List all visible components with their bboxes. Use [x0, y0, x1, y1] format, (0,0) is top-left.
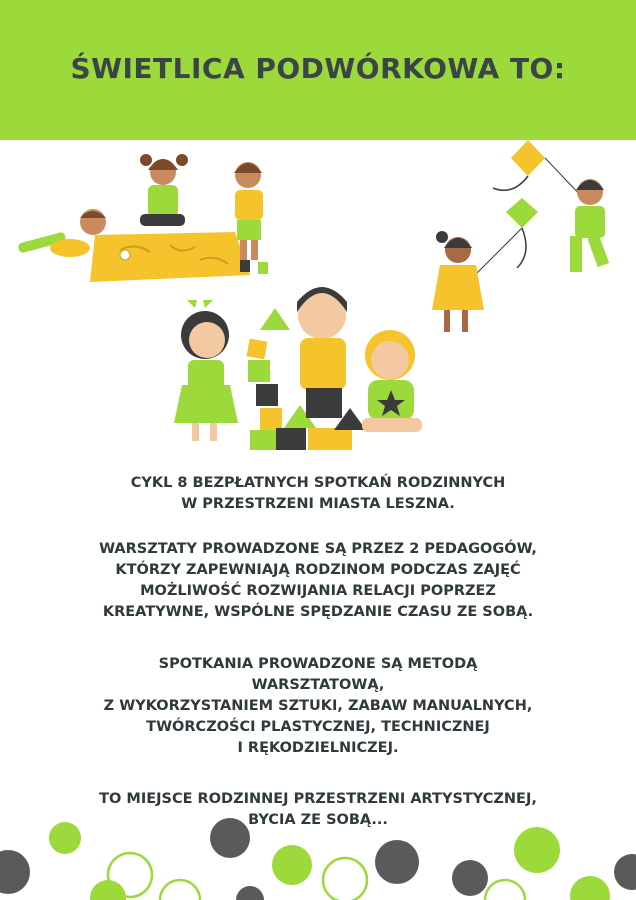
text-line: KREATYWNE, WSPÓLNE SPĘDZANIE CZASU ZE SOBĄ.: [102, 604, 534, 620]
text-line: W PRZESTRZENI MIASTA LESZNA.: [181, 496, 455, 512]
text-line: SPOTKANIA PROWADZONE SĄ METODĄ: [158, 656, 478, 672]
text-line: CYKL 8 BEZPŁATNYCH SPOTKAŃ RODZINNYCH: [130, 475, 506, 491]
text-line: WARSZTATOWĄ,: [251, 677, 385, 693]
children-illustration: [0, 140, 636, 460]
drawing-children-icon: [17, 154, 268, 282]
text-line: I RĘKODZIELNICZEJ.: [237, 740, 399, 756]
block-building-children-icon: [174, 287, 422, 450]
text-line: TO MIEJSCE RODZINNEJ PRZESTRZENI ARTYSTYCZNEJ,: [99, 791, 537, 807]
text-line: BYCIA ZE SOBĄ...: [248, 812, 388, 828]
paragraph-workshops: [40, 539, 596, 623]
page-title: ŚWIETLICA PODWÓRKOWA TO:: [70, 52, 566, 85]
text-line: MOŻLIWOŚĆ ROZWIJANIA RELACJI POPRZEZ: [140, 583, 496, 599]
decorative-dots: [0, 800, 636, 900]
kite-children-icon: [432, 140, 609, 332]
text-line: Z WYKORZYSTANIEM SZTUKI, ZABAW MANUALNYCH,: [103, 698, 533, 714]
text-line: KTÓRZY ZAPEWNIAJĄ RODZINOM PODCZAS ZAJĘĆ: [115, 562, 521, 578]
text-line: TWÓRCZOŚCI PLASTYCZNEJ, TECHNICZNEJ: [146, 719, 490, 735]
paragraph-method: [40, 654, 596, 759]
paragraph-intro: [40, 473, 596, 515]
text-line: WARSZTATY PROWADZONE SĄ PRZEZ 2 PEDAGOGÓW,: [99, 541, 537, 557]
